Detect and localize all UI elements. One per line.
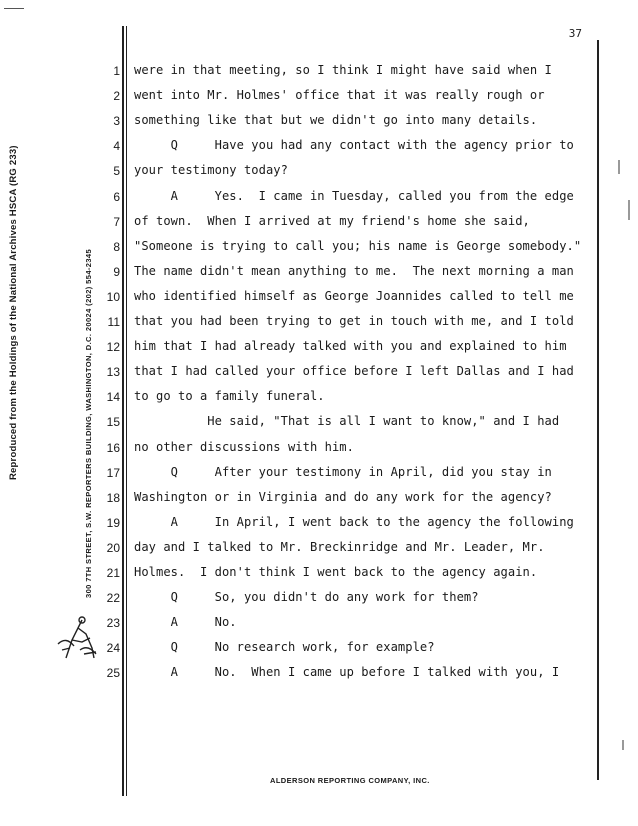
line-number: 20 bbox=[106, 541, 120, 555]
transcript-line: were in that meeting, so I think I might have said when I bbox=[134, 63, 552, 77]
line-number: 1 bbox=[113, 64, 120, 78]
transcript-line: A No. bbox=[134, 615, 237, 629]
line-number: 10 bbox=[106, 290, 120, 304]
transcript-line: him that I had already talked with you and explained to him bbox=[134, 339, 567, 353]
line-number: 4 bbox=[113, 139, 120, 153]
transcript-line: went into Mr. Holmes' office that it was really rough or bbox=[134, 88, 545, 102]
line-number: 15 bbox=[106, 415, 120, 429]
transcript-line: Holmes. I don't think I went back to the agency again. bbox=[134, 565, 538, 579]
transcript-line: to go to a family funeral. bbox=[134, 389, 325, 403]
right-margin-rule bbox=[597, 40, 599, 780]
transcript-line: that you had been trying to get in touch with me, and I told bbox=[134, 314, 574, 328]
transcript-line: Q No research work, for example? bbox=[134, 640, 435, 654]
transcript-line: Q After your testimony in April, did you stay in bbox=[134, 465, 552, 479]
transcript-line: A In April, I went back to the agency the following bbox=[134, 515, 574, 529]
scan-smudge bbox=[618, 160, 620, 174]
transcript-line: Washington or in Virginia and do any work for the agency? bbox=[134, 490, 552, 504]
transcript-line: that I had called your office before I left Dallas and I had bbox=[134, 364, 574, 378]
line-number: 23 bbox=[106, 616, 120, 630]
reporter-address-note: 300 7TH STREET, S.W. REPORTERS BUILDING, WASHINGTON, D.C. 20024 (202) 554-2345 bbox=[84, 248, 93, 598]
line-number: 2 bbox=[113, 89, 120, 103]
line-number: 7 bbox=[113, 215, 120, 229]
footer-reporting-company: ALDERSON REPORTING COMPANY, INC. bbox=[270, 776, 430, 785]
transcript-line: day and I talked to Mr. Breckinridge and Mr. Leader, Mr. bbox=[134, 540, 545, 554]
line-number: 25 bbox=[106, 666, 120, 680]
reporter-seal-logo bbox=[56, 614, 98, 662]
page-number: 37 bbox=[568, 27, 582, 40]
transcript-line: of town. When I arrived at my friend's home she said, bbox=[134, 214, 530, 228]
line-number: 5 bbox=[113, 164, 120, 178]
transcript-line: no other discussions with him. bbox=[134, 440, 354, 454]
line-number: 17 bbox=[106, 466, 120, 480]
line-number: 24 bbox=[106, 641, 120, 655]
line-number: 6 bbox=[113, 190, 120, 204]
line-number: 13 bbox=[106, 365, 120, 379]
archive-margin-note: Reproduced from the Holdings of the National Archives HSCA (RG 233) bbox=[8, 145, 19, 480]
scan-smudge bbox=[628, 200, 630, 220]
line-number: 18 bbox=[106, 491, 120, 505]
scan-smudge bbox=[622, 740, 624, 750]
line-number: 22 bbox=[106, 591, 120, 605]
left-margin-rule bbox=[122, 26, 124, 796]
transcript-line: He said, "That is all I want to know," and I had bbox=[134, 414, 560, 428]
transcript-line: Q Have you had any contact with the agency prior to bbox=[134, 138, 574, 152]
line-number: 8 bbox=[113, 240, 120, 254]
line-number: 3 bbox=[113, 114, 120, 128]
line-number: 12 bbox=[106, 340, 120, 354]
line-number: 11 bbox=[107, 315, 120, 329]
transcript-line: Q So, you didn't do any work for them? bbox=[134, 590, 479, 604]
transcript-line: "Someone is trying to call you; his name is George somebody." bbox=[134, 239, 582, 253]
line-number: 21 bbox=[106, 566, 120, 580]
line-number: 9 bbox=[113, 265, 120, 279]
scan-mark bbox=[4, 8, 24, 9]
transcript-line: A No. When I came up before I talked with you, I bbox=[134, 665, 560, 679]
line-number: 19 bbox=[106, 516, 120, 530]
transcript-line: something like that but we didn't go into many details. bbox=[134, 113, 538, 127]
transcript-line: your testimony today? bbox=[134, 163, 288, 177]
transcript-line: A Yes. I came in Tuesday, called you from the edge bbox=[134, 189, 574, 203]
line-number: 16 bbox=[106, 441, 120, 455]
line-number: 14 bbox=[106, 390, 120, 404]
transcript-line: who identified himself as George Joannides called to tell me bbox=[134, 289, 574, 303]
transcript-line: The name didn't mean anything to me. The next morning a man bbox=[134, 264, 574, 278]
left-margin-rule-inner bbox=[126, 26, 127, 796]
